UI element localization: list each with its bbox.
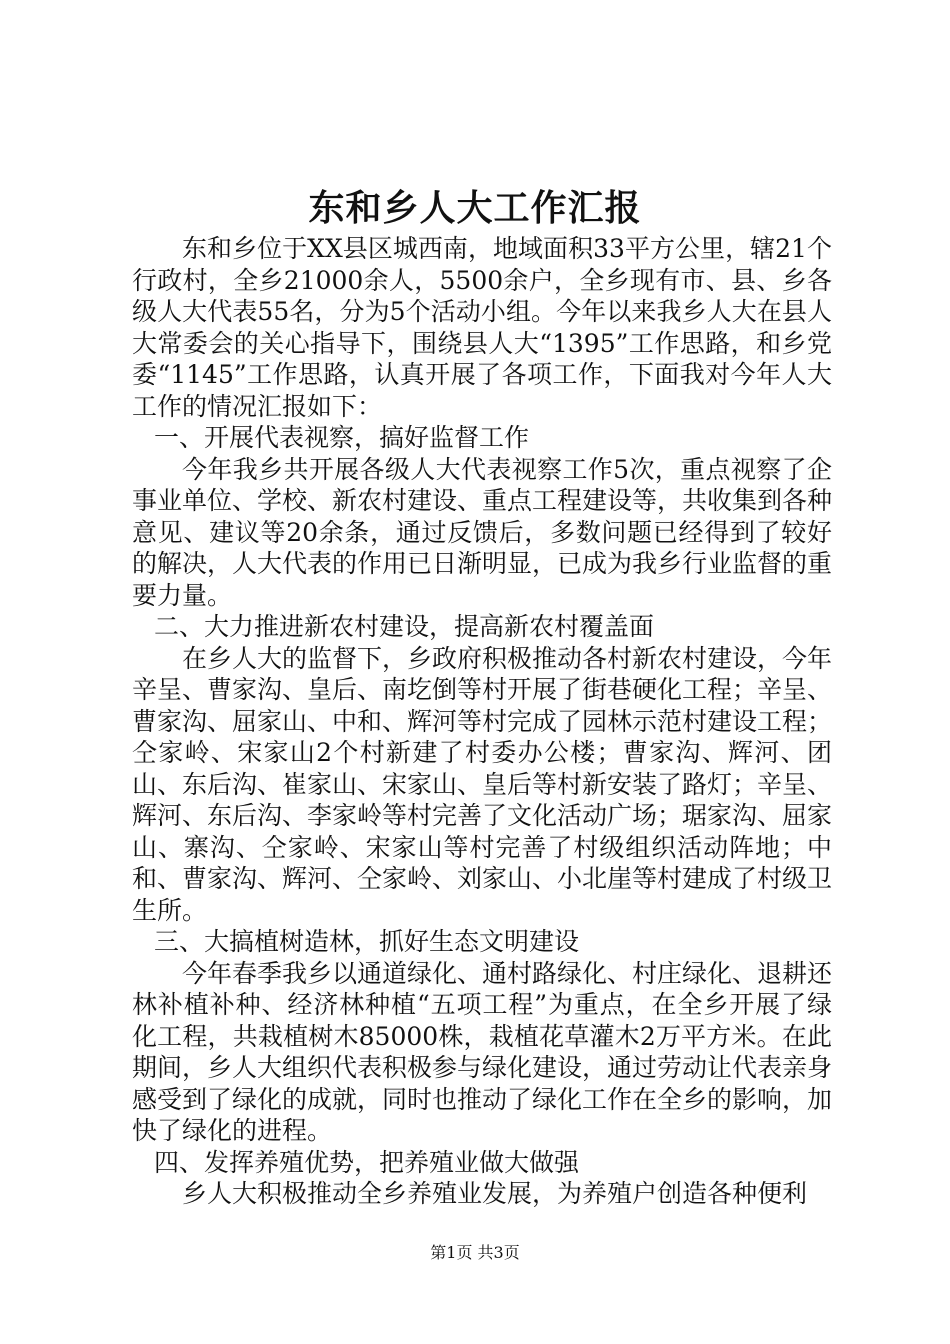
document-body <box>132 233 832 1210</box>
section-paragraph-2: 在乡人大的监督下，乡政府积极推动各村新农村建设，今年辛呈、曹家沟、皇后、南圪倒等村开展了街巷硬化工程；辛呈、曹家沟、屈家山、中和、辉河等村完成了园林示范村建设工程；仝家岭、宋家山2个村新建了村委办公楼；曹家沟、辉河、团山、东后沟、崔家山、宋家山、皇后等村新安装了路灯；辛呈、辉河、东后沟、李家岭等村完善了文化活动广场；琚家沟、屈家山、寨沟、仝家岭、宋家山等村完善了村级组织活动阵地；中和、曹家沟、辉河、仝家岭、刘家山、小北崖等村建成了村级卫生所。 <box>132 643 833 925</box>
page-number-footer: 第1页 共3页 <box>430 1243 520 1262</box>
section-heading-2: 二、大力推进新农村建设，提高新农村覆盖面 <box>154 612 655 641</box>
section-heading-4: 四、发挥养殖优势，把养殖业做大做强 <box>154 1147 580 1177</box>
section-paragraph-3: 今年春季我乡以通道绿化、通村路绿化、村庄绿化、退耕还林补植补种、经济林种植“五项工程”为重点，在全乡开展了绿化工程，共栽植树木85000株，栽植花草灌木2万平方米。在此期间，乡人大组织代表积极参与绿化建设，通过劳动让代表亲身感受到了绿化的成就，同时也推动了绿化工作在全乡的影响，加快了绿化的进程。 <box>132 958 833 1145</box>
section-paragraph-1: 今年我乡共开展各级人大代表视察工作5次，重点视察了企事业单位、学校、新农村建设、重点工程建设等，共收集到各种意见、建议等20余条，通过反馈后，多数问题已经得到了较好的解决，人大代表的作用已日渐明显，已成为我乡行业监督的重要力量。 <box>132 454 833 610</box>
section-heading-3: 三、大搞植树造林，抓好生态文明建设 <box>154 927 580 956</box>
intro-paragraph: 东和乡位于XX县区城西南，地域面积33平方公里，辖21个行政村，全乡21000余人，5500余户，全乡现有市、县、乡各级人大代表55名，分为5个活动小组。今年以来我乡人大在县人大常委会的关心指导下，围绕县人大“1395”工作思路，和乡党委“1145”工作思路，认真开展了各项工作，下面我对今年人大工作的情况汇报如下： <box>132 234 832 421</box>
page-title: 东和乡人大工作汇报 <box>308 187 642 229</box>
section-heading-1: 一、开展代表视察，搞好监督工作 <box>154 423 530 452</box>
section-paragraph-4: 乡人大积极推动全乡养殖业发展，为养殖户创造各种便利 <box>182 1179 808 1208</box>
